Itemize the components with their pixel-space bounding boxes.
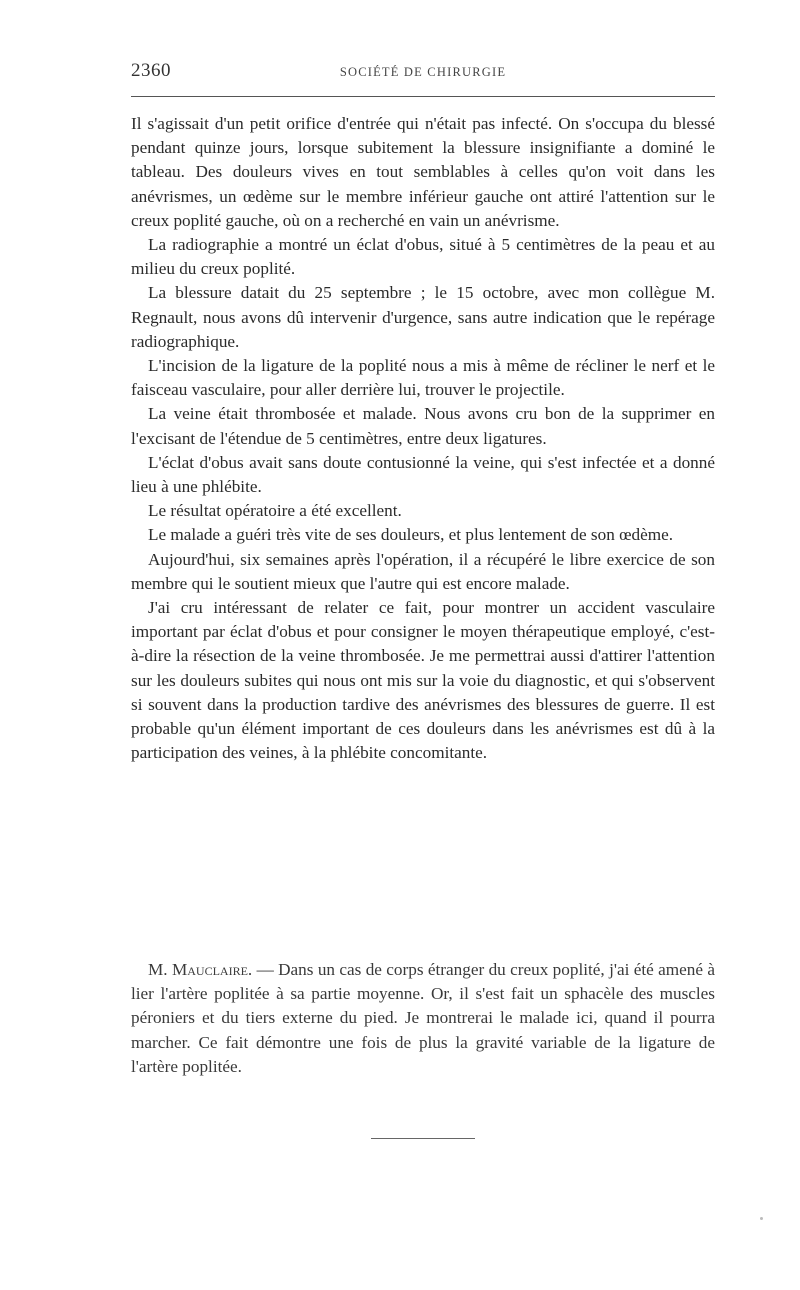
closing-rule [371, 1138, 475, 1139]
paragraph: L'incision de la ligature de la poplité nous a mis à même de récliner le nerf et le faisceau vasculaire, pour aller derrière lui, trouver le projectile. [131, 356, 715, 400]
paragraph: J'ai cru intéressant de relater ce fait, pour montrer un accident vasculaire important par éclat d'obus et pour consigner le moyen thérapeutique employé, c'est-à-dire la résection de la veine thrombosée. Je me permettrai aussi d'attirer l'attention sur les douleurs subites qui nous ont mis sur la voie du diagnostic, et qui s'observent si souvent dans la production tardive des anévrismes des blessures de guerre. Il est probable qu'un élément important de ces douleurs dans les anévrismes est dû à la participation des veines, à la phlébite concomitante. [131, 598, 715, 763]
paragraph: La blessure datait du 25 septembre ; le 15 octobre, avec mon collègue M. Regnault, nous avons dû intervenir d'urgence, sans autre indication que le repérage radiographique. [131, 283, 715, 351]
page-header [131, 58, 715, 88]
paragraph: La radiographie a montré un éclat d'obus, situé à 5 centimètres de la peau et au milieu du creux poplité. [131, 235, 715, 279]
paper-speck [760, 1217, 763, 1220]
running-title: SOCIÉTÉ DE CHIRURGIE [339, 65, 507, 79]
paragraph: Il s'agissait d'un petit orifice d'entrée qui n'était pas infecté. On s'occupa du blessé pendant quinze jours, lorsque subitement la blessure insignifiante a dominé le tableau. Des douleurs vives en tout semblables à celles qu'on voit dans les anévrismes, un œdème sur le membre inférieur gauche ont attiré l'attention sur le creux poplité gauche, où on a recherché en vain un anévrisme. [131, 114, 715, 230]
remark-text [131, 958, 715, 1079]
paragraph: L'éclat d'obus avait sans doute contusionné la veine, qui s'est infectée et a donné lieu à une phlébite. [131, 452, 715, 497]
page-number: 2360 [131, 60, 171, 81]
remark-body: — Dans un cas de corps étranger du creux poplité, j'ai été amené à lier l'artère poplitée à sa partie moyenne. Or, il s'est fait un sphacèle des muscles péroniers et du tiers externe du pied. Je montrerai le malade ici, quand il pourra marcher. Ce fait démontre une fois de plus la gravité variable de la ligature de l'artère poplitée. [131, 960, 715, 1076]
body-text [131, 112, 715, 765]
speaker-name: M. Mauclaire. [148, 960, 253, 979]
paragraph: Le résultat opératoire a été excellent. [148, 501, 402, 521]
paragraph: La veine était thrombosée et malade. Nous avons cru bon de la supprimer en l'excisant de l'étendue de 5 centimètres, entre deux ligatures. [131, 404, 715, 448]
paragraph: Aujourd'hui, six semaines après l'opération, il a récupéré le libre exercice de son membre qui le soutient mieux que l'autre qui est encore malade. [131, 549, 715, 593]
paragraph: Le malade a guéri très vite de ses douleurs, et plus lentement de son œdème. [148, 525, 674, 545]
remark-paragraph [131, 958, 715, 1079]
header-rule [131, 96, 715, 97]
